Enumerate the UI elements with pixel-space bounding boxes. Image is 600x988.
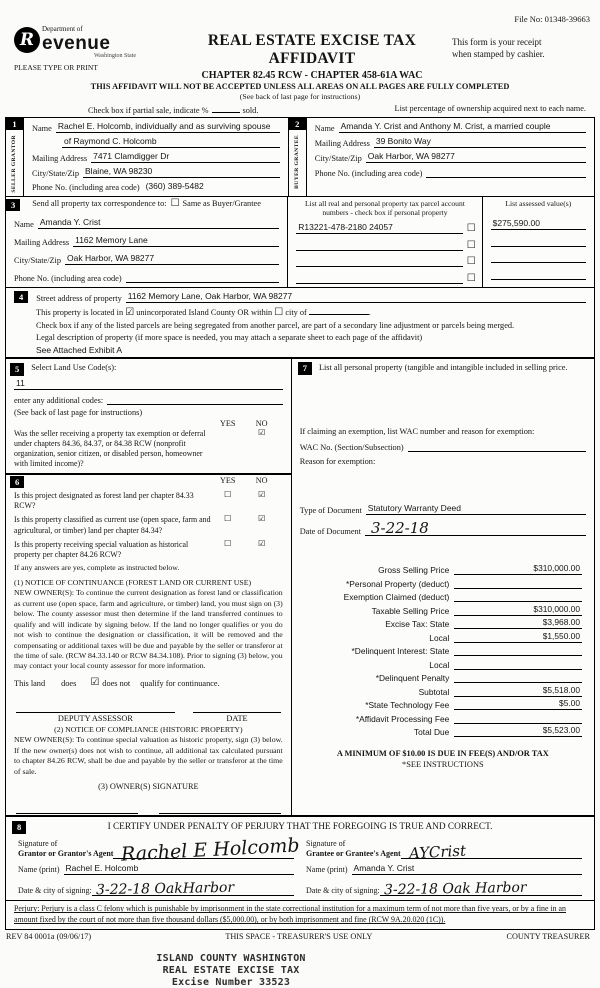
city-checkbox[interactable]: ☐: [274, 307, 284, 319]
owner-signature-line-1[interactable]: [16, 803, 138, 814]
assessed-value-input-3[interactable]: [491, 251, 586, 263]
please-type-note: PLEASE TYPE OR PRINT: [14, 63, 98, 72]
stamp-excise-number: Excise Number 33523: [171, 976, 291, 988]
section-property-address: [6, 288, 594, 359]
street-address-input[interactable]: 1162 Memory Lane, Oak Harbor, WA 98277: [126, 291, 586, 303]
grantee-date-handwriting: 3-22-18 Oak Harbor: [383, 880, 527, 899]
does-not-option[interactable]: does not: [102, 678, 131, 688]
corr-phone-input[interactable]: [126, 271, 280, 283]
grantee-signature-line[interactable]: [401, 836, 582, 863]
seller-mailing-label: Mailing Address: [32, 154, 88, 163]
segregated-note: Check box if any of the listed parcels are being segregated from another parcel, are part of a secondary line adjustment or parcels being merged.: [36, 321, 515, 331]
owner-signature-line-2[interactable]: [159, 803, 281, 814]
tax-exemption-question: Was the seller receiving a property tax exemption or deferral under chapters 84.36, 84.37, or 84.38 RCW (nonprofit organization, senior citizen, or disabled person, homeowner with limited income)?: [14, 428, 206, 469]
seller-mailing-input[interactable]: 7471 Clamdigger Dr: [91, 151, 280, 163]
gross-selling-price-value[interactable]: $310,000.00: [454, 563, 582, 575]
personal-property-deduct-value[interactable]: [454, 577, 582, 589]
buyer-phone-input[interactable]: [426, 166, 586, 178]
partial-sale-percent-blank[interactable]: [212, 104, 240, 113]
send-correspondence-label: Send all property tax correspondence to:: [32, 199, 167, 208]
delinquent-penalty-label: *Delinquent Penalty: [375, 673, 450, 684]
subtotal-label: Subtotal: [418, 686, 450, 697]
corr-mailing-input[interactable]: 1162 Memory Lane: [73, 235, 279, 247]
grantee-print-name-input[interactable]: Amanda Y. Crist: [352, 863, 582, 875]
current-use-yes-checkbox[interactable]: ☐: [224, 514, 232, 524]
parcel-personal-checkbox-1[interactable]: ☐: [466, 223, 476, 235]
corr-city-label: City/State/Zip: [14, 256, 62, 266]
doc-date-label: Date of Document: [299, 526, 361, 536]
grantor-print-name-input[interactable]: Rachel E. Holcomb: [64, 863, 294, 875]
file-number-value: 01348-39663: [544, 14, 590, 24]
certify-statement: I CERTIFY UNDER PENALTY OF PERJURY THAT THE FOREGOING IS TRUE AND CORRECT.: [107, 822, 493, 833]
buyer-city-input[interactable]: Oak Harbor, WA 98277: [366, 151, 586, 163]
county-treasurer-label: COUNTY TREASURER: [506, 931, 590, 941]
assessed-value-input-2[interactable]: [491, 235, 586, 247]
seller-label: SELLER: [11, 168, 17, 193]
delinquent-interest-local-label: Local: [429, 659, 450, 670]
seller-name-input[interactable]: Rachel E. Holcomb, individually and as surviving spouse: [56, 121, 280, 133]
grantor-print-name-label: Name (print): [18, 865, 60, 875]
forest-land-yes-checkbox[interactable]: ☐: [224, 489, 232, 499]
historical-property-question: Is this property receiving special valuation as historical property per chapter 84.26 RCW?: [14, 539, 189, 560]
exemption-claimed-value[interactable]: [454, 590, 582, 602]
assessed-value-header: List assessed value(s): [505, 199, 572, 208]
affidavit-processing-fee-label: *Affidavit Processing Fee: [355, 713, 450, 724]
partial-sale-text: Check box if partial sale, indicate %: [88, 106, 209, 115]
does-option[interactable]: does: [61, 678, 77, 688]
stamp-county: ISLAND COUNTY WASHINGTON: [156, 952, 306, 964]
exemption-claimed-label: Exemption Claimed (deduct): [343, 592, 450, 603]
file-number: [0, 0, 600, 24]
grantor-sig-label: Signature of Grantor or Grantor's Agent: [18, 839, 114, 859]
city-name-blank[interactable]: [309, 306, 369, 315]
historical-no-checkbox[interactable]: ☑: [258, 538, 266, 548]
no-header-6: NO: [255, 475, 268, 485]
form-subtitle: CHAPTER 82.45 RCW - CHAPTER 458-61A WAC: [201, 70, 423, 81]
stamp-tax-title: REAL ESTATE EXCISE TAX: [162, 964, 300, 976]
form-title: REAL ESTATE EXCISE TAX AFFIDAVIT: [207, 32, 417, 67]
corr-name-label: Name: [14, 220, 34, 230]
notice-continuance-body: NEW OWNER(S): To continue the current designation as forest land or classification as current use (open space, farm and agriculture, or timber) land, you must sign on (3) below. The county assessor must then determine if the land transferred continues to qualify and will indicate by signing below. If the land no longer qualifies or you do not wish to continue the designation or classification, it will be removed and the compensating or additional taxes will be due and payable by the seller or transferor at the time of sale. (RCW 84.33.140 or RCW 84.34.108). Prior to signing (3) below, you may contact your local county assessor for more information.: [14, 588, 283, 671]
yes-header-5: YES: [219, 418, 236, 428]
seller-phone-input[interactable]: (360) 389-5482: [145, 181, 204, 191]
exemption-note: If claiming an exemption, list WAC number and reason for exemption:: [299, 426, 535, 436]
section-1-number: 1: [6, 118, 23, 130]
legal-description-label: Legal description of property (if more space is needed, you may attach a separate sheet to each page of the affidavit): [36, 333, 423, 343]
additional-codes-input[interactable]: [107, 393, 283, 405]
seller-city-input[interactable]: Blaine, WA 98230: [83, 166, 280, 178]
notice-compliance-body: NEW OWNER(S): To continue special valuation as historic property, sign (3) below. If the new owner(s) does not wish to continue, all additional tax calculated pursuant to chapter 84.26 RCW, shall be due and payable by the seller or transferor at the time of sale.: [14, 735, 283, 776]
receipt-note: [452, 26, 600, 81]
property-located-line: This property is located in ☑ unincorporated Island County OR within ☐ city of .: [36, 307, 371, 319]
parcel-number-input-3[interactable]: [296, 255, 462, 267]
grantee-print-name-label: Name (print): [306, 865, 348, 875]
grantor-date-handwriting: 3-22-18 OakHarbor: [95, 880, 234, 899]
corr-phone-label: Phone No. (including area code): [14, 274, 122, 284]
dor-logo: [0, 26, 172, 81]
excise-tax-state-label: Excise Tax: State: [385, 619, 450, 630]
buyer-phone-label: Phone No. (including area code): [314, 169, 423, 178]
logo-washington-state: Washington State: [93, 53, 136, 59]
state-technology-fee-label: *State Technology Fee: [365, 700, 450, 711]
unincorporated-checkbox[interactable]: ☑: [125, 307, 135, 319]
grantee-signature-block: [300, 836, 588, 899]
corr-name-input[interactable]: Amanda Y. Crist: [38, 217, 279, 229]
no-header-5: NO: [255, 418, 268, 428]
assessed-value-input-1[interactable]: $275,590.00: [491, 218, 586, 230]
excise-tax-local-label: Local: [429, 632, 450, 643]
receipt-note-line2: when stamped by cashier.: [452, 49, 545, 60]
grantee-date-line[interactable]: [380, 879, 582, 899]
section-4-number: 4: [14, 291, 28, 303]
forest-land-no-checkbox[interactable]: ☑: [258, 489, 266, 499]
taxable-selling-price-value[interactable]: $310,000.00: [454, 604, 582, 616]
section-buyer: [289, 118, 594, 196]
if-yes-note: If any answers are yes, complete as instructed below.: [14, 563, 180, 573]
state-technology-fee-value[interactable]: $5.00: [454, 698, 582, 710]
minimum-due-note: A MINIMUM OF $10.00 IS DUE IN FEE(S) AND/OR TAX: [336, 749, 549, 759]
receipt-note-line1: This form is your receipt: [452, 37, 542, 47]
buyer-mailing-input[interactable]: 39 Bonito Way: [374, 136, 586, 148]
section-3-number: 3: [6, 199, 20, 211]
parcel-header: List all real and personal property tax parcel account numbers - check box if personal property: [305, 199, 465, 218]
corr-city-input[interactable]: Oak Harbor, WA 98277: [65, 253, 279, 265]
perjury-statement: Perjury: Perjury is a class C felony which is punishable by imprisonment in the state correctional institution for a maximum term of not more than five years, or by a fine in an amount fixed by the court of not more than five thousand dollars ($5,000.00), or by both imprisonment and fine (RCW 9A.20.020 (1C)).: [14, 904, 566, 925]
excise-tax-state-value[interactable]: $3,968.00: [454, 617, 582, 629]
total-due-label: Total Due: [413, 727, 450, 738]
grantor-date-line[interactable]: [92, 879, 294, 899]
tax-exemption-no-checkbox[interactable]: ☑: [258, 427, 266, 437]
owners-signature-label: (3) OWNER(S) SIGNATURE: [98, 782, 199, 792]
seller-grantor-label: [11, 135, 18, 193]
seller-name-input-line2[interactable]: of Raymond C. Holcomb: [62, 136, 280, 148]
treasurer-stamp: [86, 953, 376, 988]
delinquent-penalty-value[interactable]: [454, 671, 582, 683]
grantee-date-label: Date & city of signing:: [306, 886, 380, 896]
additional-codes-label: enter any additional codes:: [14, 395, 104, 405]
see-back-note-2: (See back of last page for instructions): [14, 407, 143, 417]
file-number-label: File No:: [514, 14, 543, 24]
current-use-question: Is this property classified as current use (open space, farm and agricultural, or timber) land per chapter 84.34?: [14, 515, 211, 535]
section-2-number: 2: [289, 118, 306, 130]
deputy-assessor-signature-line[interactable]: [16, 702, 175, 713]
historical-yes-checkbox[interactable]: ☐: [224, 538, 232, 548]
treasurer-space-note: THIS SPACE - TREASURER'S USE ONLY: [225, 931, 373, 941]
does-not-checkbox[interactable]: ☑: [90, 676, 100, 688]
delinquent-interest-local-value[interactable]: [454, 658, 582, 670]
see-instructions-note: *SEE INSTRUCTIONS: [402, 760, 484, 770]
wac-label: WAC No. (Section/Subsection): [299, 442, 404, 452]
partial-sale-sold: sold.: [242, 106, 259, 115]
rev-form-number: REV 84 0001a (09/06/17): [6, 931, 92, 941]
section-5-number: 5: [10, 363, 24, 375]
doc-type-input[interactable]: Statutory Warranty Deed: [366, 503, 586, 515]
parcel-personal-checkbox-4[interactable]: ☐: [466, 272, 476, 284]
corr-mailing-label: Mailing Address: [14, 238, 70, 248]
grantor-signature: Rachel E Holcomb: [121, 834, 301, 867]
delinquent-interest-state-label: *Delinquent Interest: State: [351, 646, 450, 657]
wac-input[interactable]: [408, 440, 586, 452]
section-land-use: [6, 359, 292, 815]
grantor-signature-line[interactable]: [113, 834, 301, 867]
seller-phone-label: Phone No. (including area code): [32, 183, 140, 192]
grantee-sig-label: Signature of Grantee or Grantee's Agent: [306, 839, 401, 859]
see-back-note: (See back of last page for instructions): [239, 92, 361, 101]
section-seller: [6, 118, 289, 196]
notice-continuance-title: (1) NOTICE OF CONTINUANCE (FOREST LAND OR CURRENT USE): [14, 577, 252, 587]
current-use-no-checkbox[interactable]: ☑: [258, 514, 266, 524]
logo-revenue: evenue: [42, 33, 111, 54]
assessed-value-input-4[interactable]: [491, 268, 586, 280]
buyer-grantee-label: [294, 135, 301, 189]
subtotal-value[interactable]: $5,518.00: [454, 685, 582, 697]
grantor-date-label: Date & city of signing:: [18, 886, 92, 896]
doc-type-label: Type of Document: [299, 505, 362, 515]
parcel-number-input-1[interactable]: R13221-478-2180 24057: [296, 222, 462, 234]
yes-header-6: YES: [219, 475, 236, 485]
reason-exemption-label: Reason for exemption:: [299, 456, 376, 466]
buyer-city-label: City/State/Zip: [314, 154, 362, 163]
notice-compliance-title: (2) NOTICE OF COMPLIANCE (HISTORIC PROPERTY): [54, 724, 243, 734]
grantee-signature: AYCrist: [408, 841, 467, 863]
parcel-number-input-4[interactable]: [296, 272, 462, 284]
grantor-signature-block: [12, 834, 301, 899]
land-use-label: Select Land Use Code(s):: [31, 363, 117, 373]
legal-description-value[interactable]: See Attached Exhibit A: [36, 345, 123, 356]
continuance-row: This land does ☑ does not qualify for continuance.: [14, 676, 220, 688]
divider: [6, 473, 291, 475]
assessor-date-line[interactable]: [193, 702, 280, 713]
section-personal-property: [292, 359, 594, 815]
logo-r: R: [19, 30, 35, 50]
partial-sale-note: [88, 104, 258, 115]
section-tax-correspondence: [6, 197, 594, 288]
land-use-code-input[interactable]: 11: [14, 378, 283, 390]
logo-department-of: Department of: [42, 25, 83, 33]
forest-land-question: Is this project designated as forest land per chapter 84.33 RCW?: [14, 490, 194, 511]
section-8-number: 8: [12, 821, 26, 833]
buyer-mailing-label: Mailing Address: [314, 139, 370, 148]
parcel-number-input-2[interactable]: [296, 239, 462, 251]
delinquent-interest-state-value[interactable]: [454, 644, 582, 656]
street-address-label: Street address of property: [36, 294, 122, 304]
ownership-note: List percentage of ownership acquired next to each name.: [394, 104, 586, 113]
seller-name-label: Name: [32, 124, 52, 133]
taxable-selling-price-label: Taxable Selling Price: [371, 605, 450, 616]
section-certification: [6, 817, 594, 901]
parcel-personal-checkbox-2[interactable]: ☐: [466, 239, 476, 251]
assessor-date-label: DATE: [226, 713, 248, 723]
section-6-number: 6: [10, 476, 24, 488]
personal-property-label: List all personal property (tangible and intangible included in selling price.: [318, 363, 568, 373]
grantee-label: GRANTEE: [293, 135, 300, 166]
grantor-label: GRANTOR: [11, 135, 17, 167]
seller-city-label: City/State/Zip: [32, 169, 80, 178]
same-as-buyer-label: Same as Buyer/Grantee: [182, 199, 261, 208]
section-7-number: 7: [298, 362, 312, 374]
buyer-name-input[interactable]: Amanda Y. Crist and Anthony M. Crist, a married couple: [339, 121, 586, 133]
revenue-logo-icon: [14, 27, 40, 53]
personal-property-deduct-label: *Personal Property (deduct): [345, 578, 450, 589]
gross-selling-price-label: Gross Selling Price: [378, 565, 450, 576]
warning-text: THIS AFFIDAVIT WILL NOT BE ACCEPTED UNLESS ALL AREAS ON ALL PAGES ARE FULLY COMPLETED: [90, 82, 510, 91]
parcel-personal-checkbox-3[interactable]: ☐: [466, 256, 476, 268]
excise-tax-local-value[interactable]: $1,550.00: [454, 631, 582, 643]
doc-date-input[interactable]: 3-22-18: [365, 517, 586, 536]
buyer-label: BUYER: [293, 167, 300, 190]
total-due-value[interactable]: $5,523.00: [454, 725, 582, 737]
affidavit-processing-fee-value[interactable]: [454, 712, 582, 724]
buyer-name-label: Name: [314, 124, 335, 133]
deputy-assessor-label: DEPUTY ASSESSOR: [57, 713, 133, 723]
same-as-buyer-checkbox[interactable]: ☐: [170, 198, 180, 209]
